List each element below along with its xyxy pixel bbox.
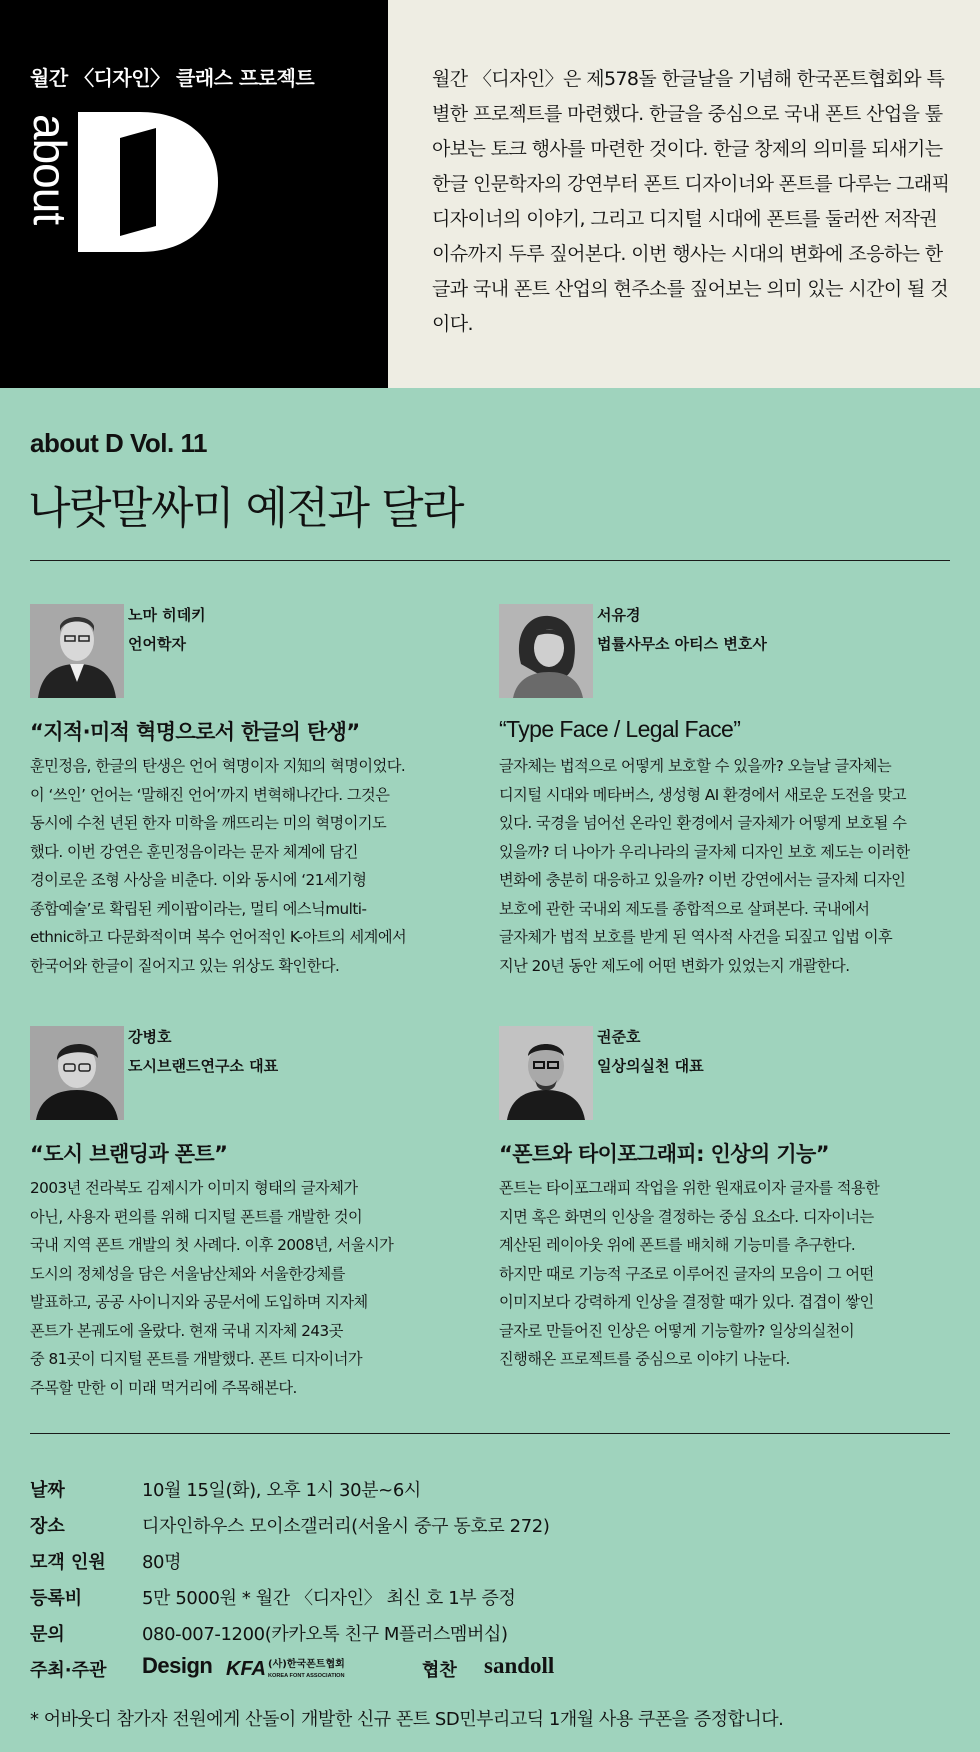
contact-label: 문의 — [30, 1624, 65, 1645]
speaker-name: 서유경 — [597, 606, 641, 624]
portrait-icon — [499, 1026, 593, 1120]
info-row-contact — [30, 1620, 950, 1656]
speaker-card — [30, 604, 480, 984]
info-row-host — [30, 1653, 950, 1692]
fee-value: 5만 5000원 * 월간 〈디자인〉 최신 호 1부 증정 — [142, 1588, 516, 1609]
speaker-topic: “폰트와 타이포그래피: 인상의 기능” — [499, 1142, 829, 1166]
portrait-icon — [499, 604, 593, 698]
about-wordmark — [22, 112, 76, 252]
speaker-description: 2003년 전라북도 김제시가 이미지 형태의 글자체가 아닌, 사용자 편의를 위해 디지털 폰트를 개발한 것이 국내 지역 폰트 개발의 첫 사례다. 이후 2008년, 서울시가 도시의 정체성을 담은 서울남산체와 서울한강체를 발표하고, 공공 사이니지와 공문서에 도입하며 지자체 폰트가 본궤도에 올랐다. 현재 국내 지자체 243곳 중 81곳이 디지털 폰트를 개발했다. 폰트 디자이너가 주목할 만한 이 미래 먹거리에 주목해본다. — [30, 1179, 394, 1397]
speaker-topic: “지적·미적 혁명으로서 한글의 탄생” — [30, 720, 360, 744]
sponsor-label: 협찬 — [422, 1660, 457, 1681]
speaker-role: 언어학자 — [128, 635, 186, 653]
capacity-label: 모객 인원 — [30, 1552, 106, 1573]
speaker-role: 일상의실천 대표 — [597, 1057, 704, 1075]
speaker-card — [499, 604, 949, 984]
info-row-place — [30, 1512, 950, 1548]
portrait-icon — [30, 604, 124, 698]
kfa-logo-mark: KFA — [226, 1658, 266, 1680]
speaker-photo — [499, 1026, 593, 1120]
kfa-logo-korean: (사)한국폰트협회 — [268, 1659, 345, 1670]
speaker-description: 폰트는 타이포그래피 작업을 위한 원재료이자 글자를 적용한 지면 혹은 화면의 인상을 결정하는 중심 요소다. 디자이너는 계산된 레이아웃 위에 폰트를 배치해 기능미를 추구한다. 하지만 때로 기능적 구조로 이루어진 글자의 모음이 그 어떤 이미지보다 강력하게 인상을 결정할 때가 있다. 겹겹이 쌓인 글자로 만들어진 인상은 어떻게 기능할까? 일상의실천이 진행해온 프로젝트를 중심으로 이야기 나눈다. — [499, 1179, 880, 1368]
big-d-logo — [78, 112, 218, 252]
capacity-value: 80명 — [142, 1552, 182, 1573]
speaker-description: 훈민정음, 한글의 탄생은 언어 혁명이자 지知의 혁명이었다. 이 ‘쓰인’ 언어는 ‘말해진 언어’까지 변혁해나간다. 그것은 동시에 수천 년된 한자 미학을 깨뜨리는 미의 혁명이기도 했다. 이번 강연은 훈민정음이라는 문자 체계에 담긴 경이로운 조형 사상을 비춘다. 이와 동시에 ‘21세기형 종합예술’로 확립된 케이팝이라는, 멀티 에스닉multi- ethnic하고 다문화적이며 복수 언어적인 K-아트의 세계에서 한국어와 한글이 짙어지고 있는 위상도 확인한다. — [30, 757, 407, 975]
intro-text: 월간 〈디자인〉은 제578돌 한글날을 기념해 한국폰트협회와 특별한 프로젝트를 마련했다. 한글을 중심으로 국내 폰트 산업을 톺아보는 토크 행사를 마련한 것이다. 한글 창제의 의미를 되새기는 한글 인문학자의 강연부터 폰트 디자이너와 폰트를 다루는 그래픽 디자이너의 이야기, 그리고 디지털 시대에 폰트를 둘러싼 저작권 이슈까지 두루 짚어본다. 이번 행사는 시대의 변화에 조응하는 한글과 국내 폰트 산업의 현주소를 짚어보는 의미 있는 시간이 될 것이다. — [432, 68, 950, 335]
fee-label: 등록비 — [30, 1588, 83, 1609]
info-row-date — [30, 1476, 950, 1512]
header-band — [0, 0, 980, 388]
place-value: 디자인하우스 모이소갤러리(서울시 중구 동호로 272) — [142, 1516, 550, 1537]
speaker-photo — [30, 604, 124, 698]
speaker-name: 권준호 — [597, 1028, 641, 1046]
speaker-photo — [499, 604, 593, 698]
date-label: 날짜 — [30, 1480, 65, 1501]
brand-panel — [0, 0, 388, 388]
speaker-role: 도시브랜드연구소 대표 — [128, 1057, 279, 1075]
divider-top — [30, 560, 950, 561]
info-row-capacity — [30, 1548, 950, 1584]
speaker-name: 강병호 — [128, 1028, 172, 1046]
event-info — [30, 1476, 950, 1692]
portrait-icon — [30, 1026, 124, 1120]
brand-kicker: 월간 〈디자인〉 클래스 프로젝트 — [30, 66, 315, 90]
volume-label: about D Vol. 11 — [30, 428, 207, 458]
footnote: * 어바웃디 참가자 전원에게 산돌이 개발한 신규 폰트 SD민부리고딕 1개월 사용 쿠폰을 증정합니다. — [30, 1709, 784, 1730]
speaker-role: 법률사무소 아티스 변호사 — [597, 635, 767, 653]
speaker-card — [499, 1026, 949, 1406]
sandoll-logo: sandoll — [484, 1653, 555, 1678]
speaker-card — [30, 1026, 480, 1406]
design-logo: Design — [142, 1653, 213, 1678]
speaker-topic: “Type Face / Legal Face” — [499, 716, 741, 742]
place-label: 장소 — [30, 1516, 65, 1537]
event-title: 나랏말싸미 예전과 달라 — [28, 483, 464, 534]
speaker-photo — [30, 1026, 124, 1120]
host-label: 주최·주관 — [30, 1660, 107, 1681]
speaker-description: 글자체는 법적으로 어떻게 보호할 수 있을까? 오늘날 글자체는 디지털 시대와 메타버스, 생성형 AI 환경에서 새로운 도전을 맞고 있다. 국경을 넘어선 온라인 환경에서 글자체가 어떻게 보호될 수 있을까? 더 나아가 우리나라의 글자체 디자인 보호 제도는 이러한 변화에 충분히 대응하고 있을까? 이번 강연에서는 글자체 디자인 보호에 관한 국내외 제도를 종합적으로 살펴본다. 국내에서 글자체가 법적 보호를 받게 된 역사적 사건을 되짚고 입법 이후 지난 20년 동안 제도에 어떤 변화가 있었는지 개괄한다. — [499, 757, 910, 975]
contact-value: 080-007-1200(카카오톡 친구 M플러스멤버십) — [142, 1624, 508, 1645]
kfa-logo-english: KOREA FONT ASSOCIATION — [268, 1673, 345, 1679]
speaker-name: 노마 히데키 — [128, 606, 206, 624]
kfa-logo — [226, 1655, 356, 1681]
about-wordmark-text: about — [24, 114, 76, 225]
speaker-topic: “도시 브랜딩과 폰트” — [30, 1142, 228, 1166]
date-value: 10월 15일(화), 오후 1시 30분~6시 — [142, 1480, 421, 1501]
divider-bottom — [30, 1433, 950, 1434]
info-row-fee — [30, 1584, 950, 1620]
